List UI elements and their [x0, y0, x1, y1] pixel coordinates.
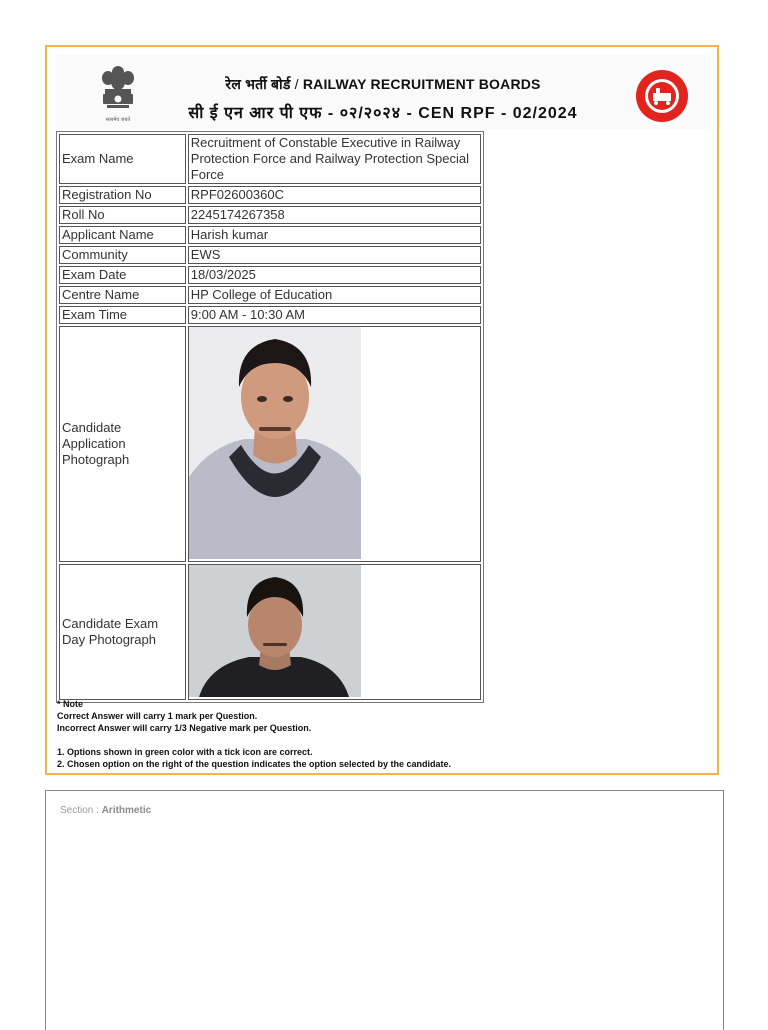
row-value: 9:00 AM - 10:30 AM — [188, 306, 481, 324]
row-value: RPF02600360C — [188, 186, 481, 204]
row-value: HP College of Education — [188, 286, 481, 304]
exam-day-photo-cell — [188, 564, 481, 700]
indian-railways-logo-icon — [635, 69, 689, 123]
board-title-hindi: रेल भर्ती बोर्ड — [225, 76, 291, 92]
note-heading: * Note — [57, 699, 84, 709]
title-separator: / — [294, 76, 299, 92]
board-title-english: RAILWAY RECRUITMENT BOARDS — [302, 76, 541, 92]
row-value: Harish kumar — [188, 226, 481, 244]
application-photo-cell — [188, 326, 481, 562]
note-point-2: 2. Chosen option on the right of the question indicates the option selected by the candidate. — [57, 759, 452, 769]
row-label: Roll No — [59, 206, 186, 224]
note-negative-mark: Incorrect Answer will carry 1/3 Negative mark per Question. — [57, 723, 312, 733]
candidate-application-photo — [189, 327, 361, 559]
row-label: Exam Time — [59, 306, 186, 324]
section-label — [60, 805, 151, 816]
row-value: 18/03/2025 — [188, 266, 481, 284]
row-value: Recruitment of Constable Executive in Railway Protection Force and Railway Protection Special Force — [188, 134, 481, 184]
row-value: 2245174267358 — [188, 206, 481, 224]
table-row — [59, 226, 481, 244]
board-title — [55, 75, 711, 94]
row-label: Community — [59, 246, 186, 264]
table-row — [59, 246, 481, 264]
exam-day-photo-label: Candidate Exam Day Photograph — [59, 564, 186, 700]
row-label: Registration No — [59, 186, 186, 204]
table-row — [59, 306, 481, 324]
row-label: Exam Date — [59, 266, 186, 284]
row-label: Centre Name — [59, 286, 186, 304]
table-row — [59, 266, 481, 284]
admit-card — [45, 45, 719, 775]
table-row — [59, 206, 481, 224]
cen-number: सी ई एन आर पी एफ - ०२/२०२४ - CEN RPF - 02/2024 — [188, 105, 578, 122]
table-row — [59, 326, 481, 562]
table-row — [59, 286, 481, 304]
candidate-details-table — [56, 131, 484, 703]
table-row — [59, 564, 481, 700]
instructions-note — [57, 698, 451, 770]
row-value: EWS — [188, 246, 481, 264]
row-label: Exam Name — [59, 134, 186, 184]
question-section — [45, 790, 724, 1030]
table-row — [59, 186, 481, 204]
candidate-exam-day-photo — [189, 565, 361, 697]
emblem-motto: सत्यमेव जयते — [105, 117, 131, 123]
section-name: Arithmetic — [101, 805, 152, 816]
table-row — [59, 134, 481, 184]
row-label: Applicant Name — [59, 226, 186, 244]
note-correct-answer: Correct Answer will carry 1 mark per Question. — [57, 711, 258, 721]
section-prefix: Section : — [60, 805, 102, 816]
note-point-1: 1. Options shown in green color with a tick icon are correct. — [57, 747, 313, 757]
application-photo-label: Candidate Application Photograph — [59, 326, 186, 562]
card-header — [55, 55, 711, 129]
